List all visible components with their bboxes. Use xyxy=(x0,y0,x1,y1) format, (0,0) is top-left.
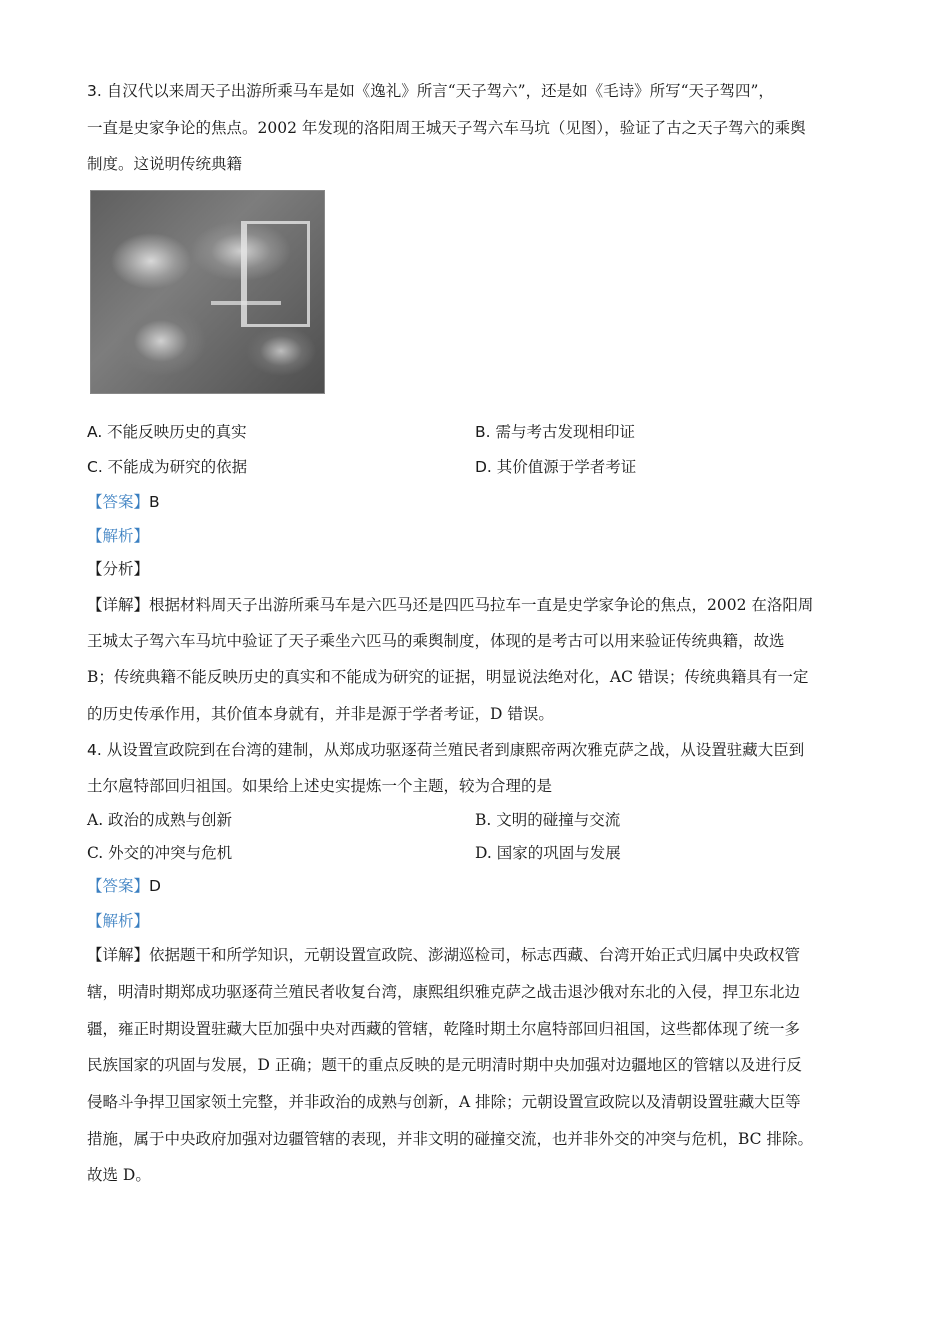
q4-detail-line-7: 故选 D。 xyxy=(87,1166,151,1184)
q4-detail-line-5: 侵略斗争捍卫国家领土完整，并非政治的成熟与创新，A 排除；元朝设置宣政院以及清朝设置驻藏大臣等 xyxy=(87,1093,801,1111)
q3-stem-line-1 xyxy=(87,80,774,102)
q4-answer-value: D xyxy=(149,877,161,895)
q3-detail-tag: 【详解】 xyxy=(87,596,150,614)
q4-detail-line-3: 疆，雍正时期设置驻藏大臣加强中央对西藏的管辖，乾隆时期土尔扈特部回归祖国，这些都体现了统一多 xyxy=(87,1020,801,1038)
q3-option-b[interactable]: B. 需与考古发现相印证 xyxy=(475,423,635,441)
q4-detail-line-2: 辖，明清时期郑成功驱逐荷兰殖民者收复台湾，康熙组织雅克萨之战击退沙俄对东北的入侵，捍卫东北边 xyxy=(87,983,801,1001)
chariot-pit-photo xyxy=(90,190,325,394)
q3-answer-value: B xyxy=(149,493,160,511)
q4-option-d[interactable]: D. 国家的巩固与发展 xyxy=(475,844,621,862)
q3-stem-line-2: 一直是史家争论的焦点。2002 年发现的洛阳周王城天子驾六车马坑（见图），验证了古之天子驾六的乘舆 xyxy=(87,119,806,137)
q3-detail-text-1: 根据材料周天子出游所乘马车是六匹马还是四匹马拉车一直是史学家争论的焦点，2002 在洛阳周 xyxy=(149,596,814,614)
q3-detail-line-2: 王城太子驾六车马坑中验证了天子乘坐六匹马的乘舆制度，体现的是考古可以用来验证传统典籍，故选 xyxy=(87,632,785,650)
q3-detail-line-3: B；传统典籍不能反映历史的真实和不能成为研究的证据，明显说法绝对化，AC 错误；传统典籍具有一定 xyxy=(87,668,809,686)
q4-detail-text-1: 依据题干和所学知识，元朝设置宣政院、澎湖巡检司，标志西藏、台湾开始正式归属中央政权管 xyxy=(149,946,801,964)
q3-detail-line-1 xyxy=(87,594,813,616)
q4-detail-line-4: 民族国家的巩固与发展，D 正确；题干的重点反映的是元明清时期中央加强对边疆地区的管辖以及进行反 xyxy=(87,1056,802,1074)
q4-option-b[interactable]: B. 文明的碰撞与交流 xyxy=(475,811,621,829)
q4-stem-line-2: 土尔扈特部回归祖国。如果给上述史实提炼一个主题，较为合理的是 xyxy=(87,777,553,795)
q4-detail-line-1 xyxy=(87,944,800,966)
q4-answer-line xyxy=(87,875,161,897)
q3-number: 3. xyxy=(87,82,102,100)
chariot-axle-shape xyxy=(211,301,281,325)
q4-detail-line-6: 措施，属于中央政府加强对边疆管辖的表现，并非文明的碰撞交流，也并非外交的冲突与危机，BC 排除。 xyxy=(87,1130,813,1148)
q4-stem-line-1 xyxy=(87,739,804,761)
q4-answer-tag: 【答案】 xyxy=(87,877,150,895)
q3-option-a[interactable]: A. 不能反映历史的真实 xyxy=(87,423,247,441)
q3-option-c[interactable]: C. 不能成为研究的依据 xyxy=(87,458,248,476)
q3-option-d[interactable]: D. 其价值源于学者考证 xyxy=(475,458,637,476)
q4-detail-tag: 【详解】 xyxy=(87,946,150,964)
q3-analysis-tag: 【解析】 xyxy=(87,527,150,545)
q3-detail-line-4: 的历史传承作用，其价值本身就有，并非是源于学者考证，D 错误。 xyxy=(87,705,554,723)
q3-stem-line-3: 制度。这说明传统典籍 xyxy=(87,155,243,173)
q3-answer-tag: 【答案】 xyxy=(87,493,150,511)
q4-number: 4. xyxy=(87,741,102,759)
q3-stem-text-1: 自汉代以来周天子出游所乘马车是如《逸礼》所言“天子驾六”，还是如《毛诗》所写“天子驾四”， xyxy=(106,82,774,100)
q4-stem-text-1: 从设置宣政院到在台湾的建制，从郑成功驱逐荷兰殖民者到康熙帝两次雅克萨之战，从设置驻藏大臣到 xyxy=(106,741,805,759)
q3-answer-line xyxy=(87,491,160,513)
q4-option-c[interactable]: C. 外交的冲突与危机 xyxy=(87,844,233,862)
q3-fenxi-tag: 【分析】 xyxy=(87,560,150,578)
q4-option-a[interactable]: A. 政治的成熟与创新 xyxy=(87,811,233,829)
q4-analysis-tag: 【解析】 xyxy=(87,912,150,930)
